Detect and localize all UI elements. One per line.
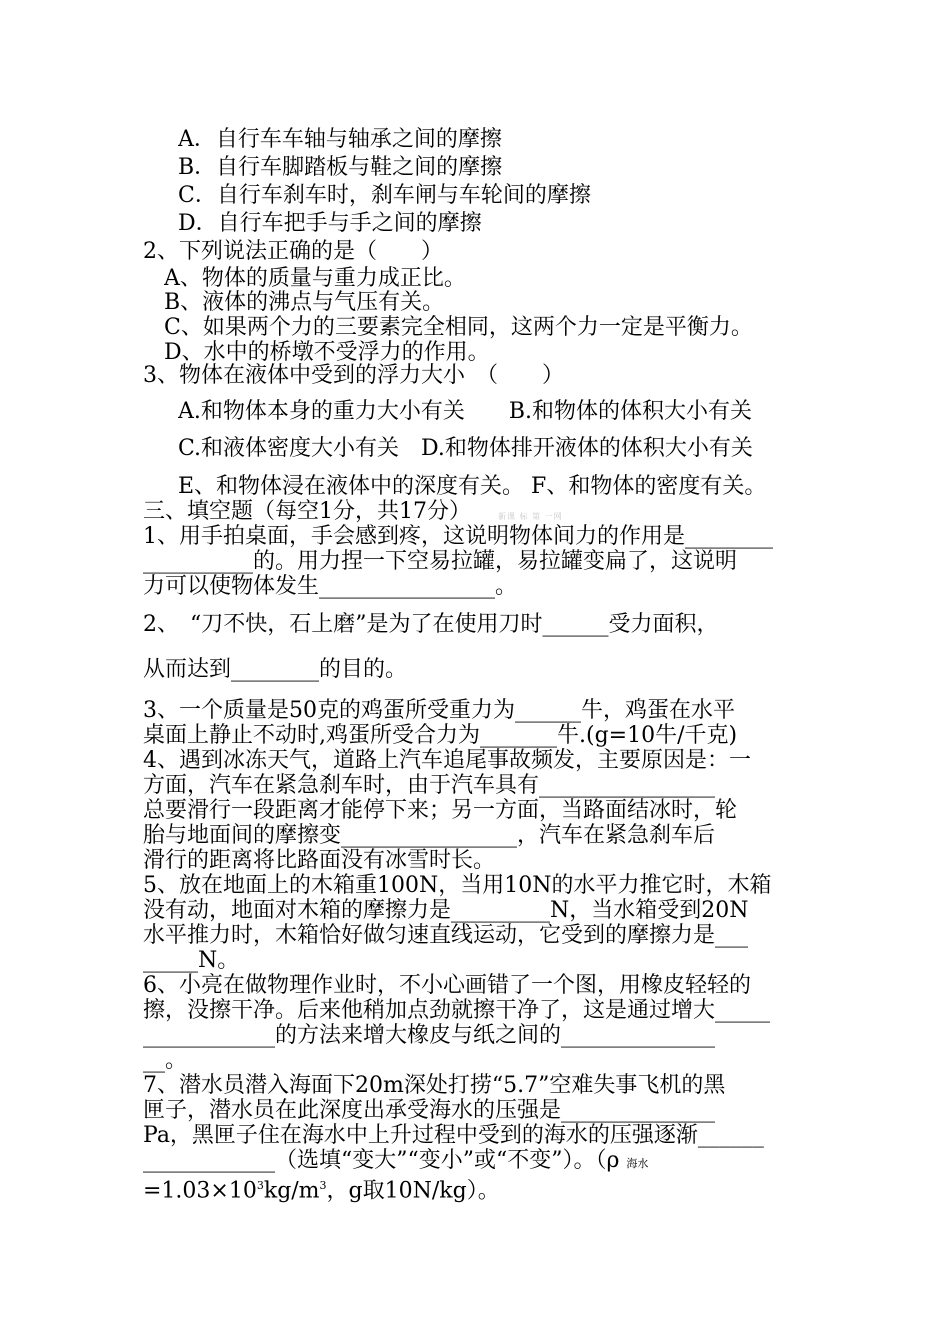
fill-line: 7、潜水员潜入海面下20m深处打捞“5.7”空难失事飞机的黑	[143, 1073, 726, 1098]
q2-option-a: A、物体的质量与重力成正比。	[164, 266, 466, 291]
fill-line: ____________的方法来增大橡皮与纸之间的______________	[143, 1023, 716, 1048]
q2-option-d: D、水中的桥墩不受浮力的作用。	[164, 340, 490, 365]
exponent: 3	[256, 1179, 264, 1192]
fill-line: 擦，没擦干净。后来他稍加点劲就擦干净了，这是通过增大_____	[143, 998, 771, 1023]
fill-line: 没有动，地面对木箱的摩擦力是_________N，当水箱受到20N	[143, 898, 749, 923]
fill-line: 胎与地面间的摩擦变________________，汽车在紧急刹车后	[143, 823, 716, 848]
q1-option-b: B．自行车脚踏板与鞋之间的摩擦	[178, 155, 503, 180]
q3-stem: 3、物体在液体中受到的浮力大小 （ ）	[143, 363, 564, 388]
exponent: 3	[319, 1179, 327, 1192]
q3-options-cd: C.和液体密度大小有关 D.和物体排开液体的体积大小有关	[178, 436, 753, 461]
q1-option-c: C．自行车刹车时，刹车闸与车轮间的摩擦	[178, 183, 591, 208]
fill-line: 滑行的距离将比路面没有冰雪时长。	[143, 848, 496, 873]
section-title: 三、填空题（每空1分，共17分）	[143, 499, 471, 524]
fill-text: kg/m	[263, 1178, 320, 1204]
fill-line: 方面，汽车在紧急刹车时，由于汽车具有________________	[143, 773, 716, 798]
q1-option-d: D．自行车把手与手之间的摩擦	[178, 211, 482, 236]
q1-option-a: A．自行车车轴与轴承之间的摩擦	[178, 127, 502, 152]
fill-text: ，g取10N/kg）。	[326, 1178, 500, 1204]
q2-option-c: C、如果两个力的三要素完全相同，这两个力一定是平衡力。	[164, 315, 753, 340]
density-subscript: 海水	[626, 1157, 649, 1170]
fill-line: 5、放在地面上的木箱重100N，当用10N的水平力推它时，木箱	[143, 873, 772, 898]
q2-stem: 2、下列说法正确的是（ ）	[143, 239, 443, 264]
fill-line: 水平推力时，木箱恰好做匀速直线运动，它受到的摩擦力是___	[143, 923, 749, 948]
fill-line: 桌面上静止不动时,鸡蛋所受合力为_______牛.(g=10牛/千克)	[143, 723, 738, 748]
q3-options-ef: E、和物体浸在液体中的深度有关。 F、和物体的密度有关。	[178, 474, 767, 499]
fill-text: ____________（选填“变大”“变小”或“不变”）。（ρ	[143, 1148, 620, 1173]
q3-options-ab: A.和物体本身的重力大小有关 B.和物体的体积大小有关	[178, 399, 753, 424]
fill-line: 力可以使物体发生________________。	[143, 574, 518, 599]
fill-line: 1、用手拍桌面，手会感到疼，这说明物体间力的作用是________	[143, 524, 773, 549]
fill-line: 3、一个质量是50克的鸡蛋所受重力为______牛，鸡蛋在水平	[143, 698, 735, 723]
fill-line: _____N。	[143, 948, 240, 973]
fill-line: 2、 “刀不快，石上磨”是为了在使用刀时______受力面积，	[143, 612, 719, 637]
fill-line: 6、小亮在做物理作业时，不小心画错了一个图，用橡皮轻轻的	[143, 973, 751, 998]
fill-line: __________的。用力捏一下空易拉罐，易拉罐变扁了，这说明	[143, 549, 738, 574]
q2-option-b: B、液体的沸点与气压有关。	[164, 290, 445, 315]
fill-text: =1.03×10	[143, 1178, 257, 1204]
fill-line: 从而达到________的目的。	[143, 657, 408, 682]
fill-line: 总要滑行一段距离才能停下来；另一方面，当路面结冰时，轮	[143, 798, 738, 823]
fill-line: 4、遇到冰冻天气，道路上汽车追尾事故频发，主要原因是：一	[143, 748, 751, 773]
fill-line: __。	[143, 1048, 188, 1073]
watermark: 新课 标 第 一网	[498, 512, 563, 521]
fill-line	[143, 1173, 823, 1204]
fill-line: 匣子，潜水员在此深度出承受海水的压强是______________	[143, 1098, 716, 1123]
fill-line: Pa，黑匣子住在海水中上升过程中受到的海水的压强逐渐______	[143, 1123, 764, 1148]
